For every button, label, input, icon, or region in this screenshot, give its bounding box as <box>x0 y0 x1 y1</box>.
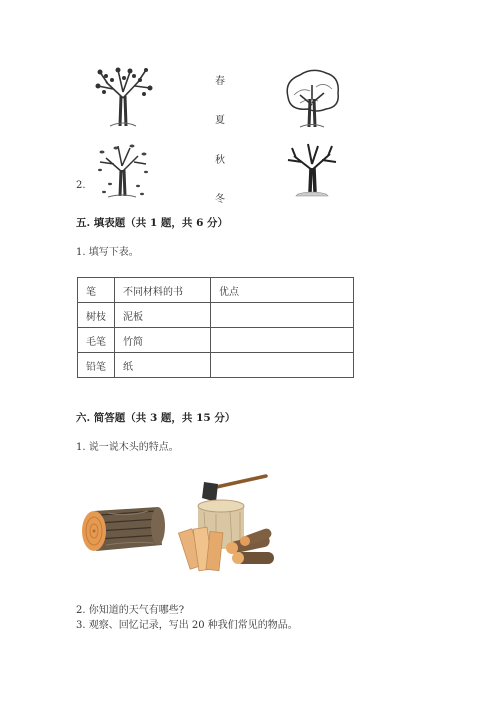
table-answer-cell[interactable] <box>211 303 354 328</box>
table-row <box>78 328 354 353</box>
section6-question-2: 2. 你知道的天气有哪些? <box>76 605 185 616</box>
tree-bare-winter-icon <box>284 140 340 198</box>
season-autumn: 秋 <box>215 155 225 166</box>
table-header-row <box>78 278 354 303</box>
table-cell: 毛笔 <box>78 328 115 353</box>
table-header-cell: 不同材料的书 <box>115 278 211 303</box>
section6-heading: 六. 简答题（共 3 题，共 15 分） <box>76 412 236 424</box>
tree-bare-buds-icon <box>88 62 158 130</box>
table-row <box>78 353 354 378</box>
table-cell: 泥板 <box>115 303 211 328</box>
table-header-cell: 优点 <box>211 278 354 303</box>
section5-question-1: 1. 填写下表。 <box>76 247 139 258</box>
table-cell: 纸 <box>115 353 211 378</box>
section6-question-1: 1. 说一说木头的特点。 <box>76 442 179 453</box>
tree-full-leaves-icon <box>280 67 344 131</box>
season-summer: 夏 <box>215 115 225 126</box>
table-answer-cell[interactable] <box>211 353 354 378</box>
table-cell: 竹简 <box>115 328 211 353</box>
table-header-cell: 笔 <box>78 278 115 303</box>
question-number: 2. <box>76 180 86 191</box>
section6-question-3: 3. 观察、回忆记录，写出 20 种我们常见的物品。 <box>76 620 298 631</box>
table-row <box>78 303 354 328</box>
table-answer-cell[interactable] <box>211 328 354 353</box>
axe-chopping-block-firewood-icon <box>178 472 278 576</box>
season-spring: 春 <box>215 76 225 87</box>
log-icon <box>78 505 170 553</box>
fill-in-table <box>77 277 354 378</box>
season-winter: 冬 <box>215 194 225 205</box>
tree-falling-leaves-icon <box>92 140 152 200</box>
table-cell: 树枝 <box>78 303 115 328</box>
table-cell: 铅笔 <box>78 353 115 378</box>
section5-heading: 五. 填表题（共 1 题，共 6 分） <box>76 217 229 229</box>
